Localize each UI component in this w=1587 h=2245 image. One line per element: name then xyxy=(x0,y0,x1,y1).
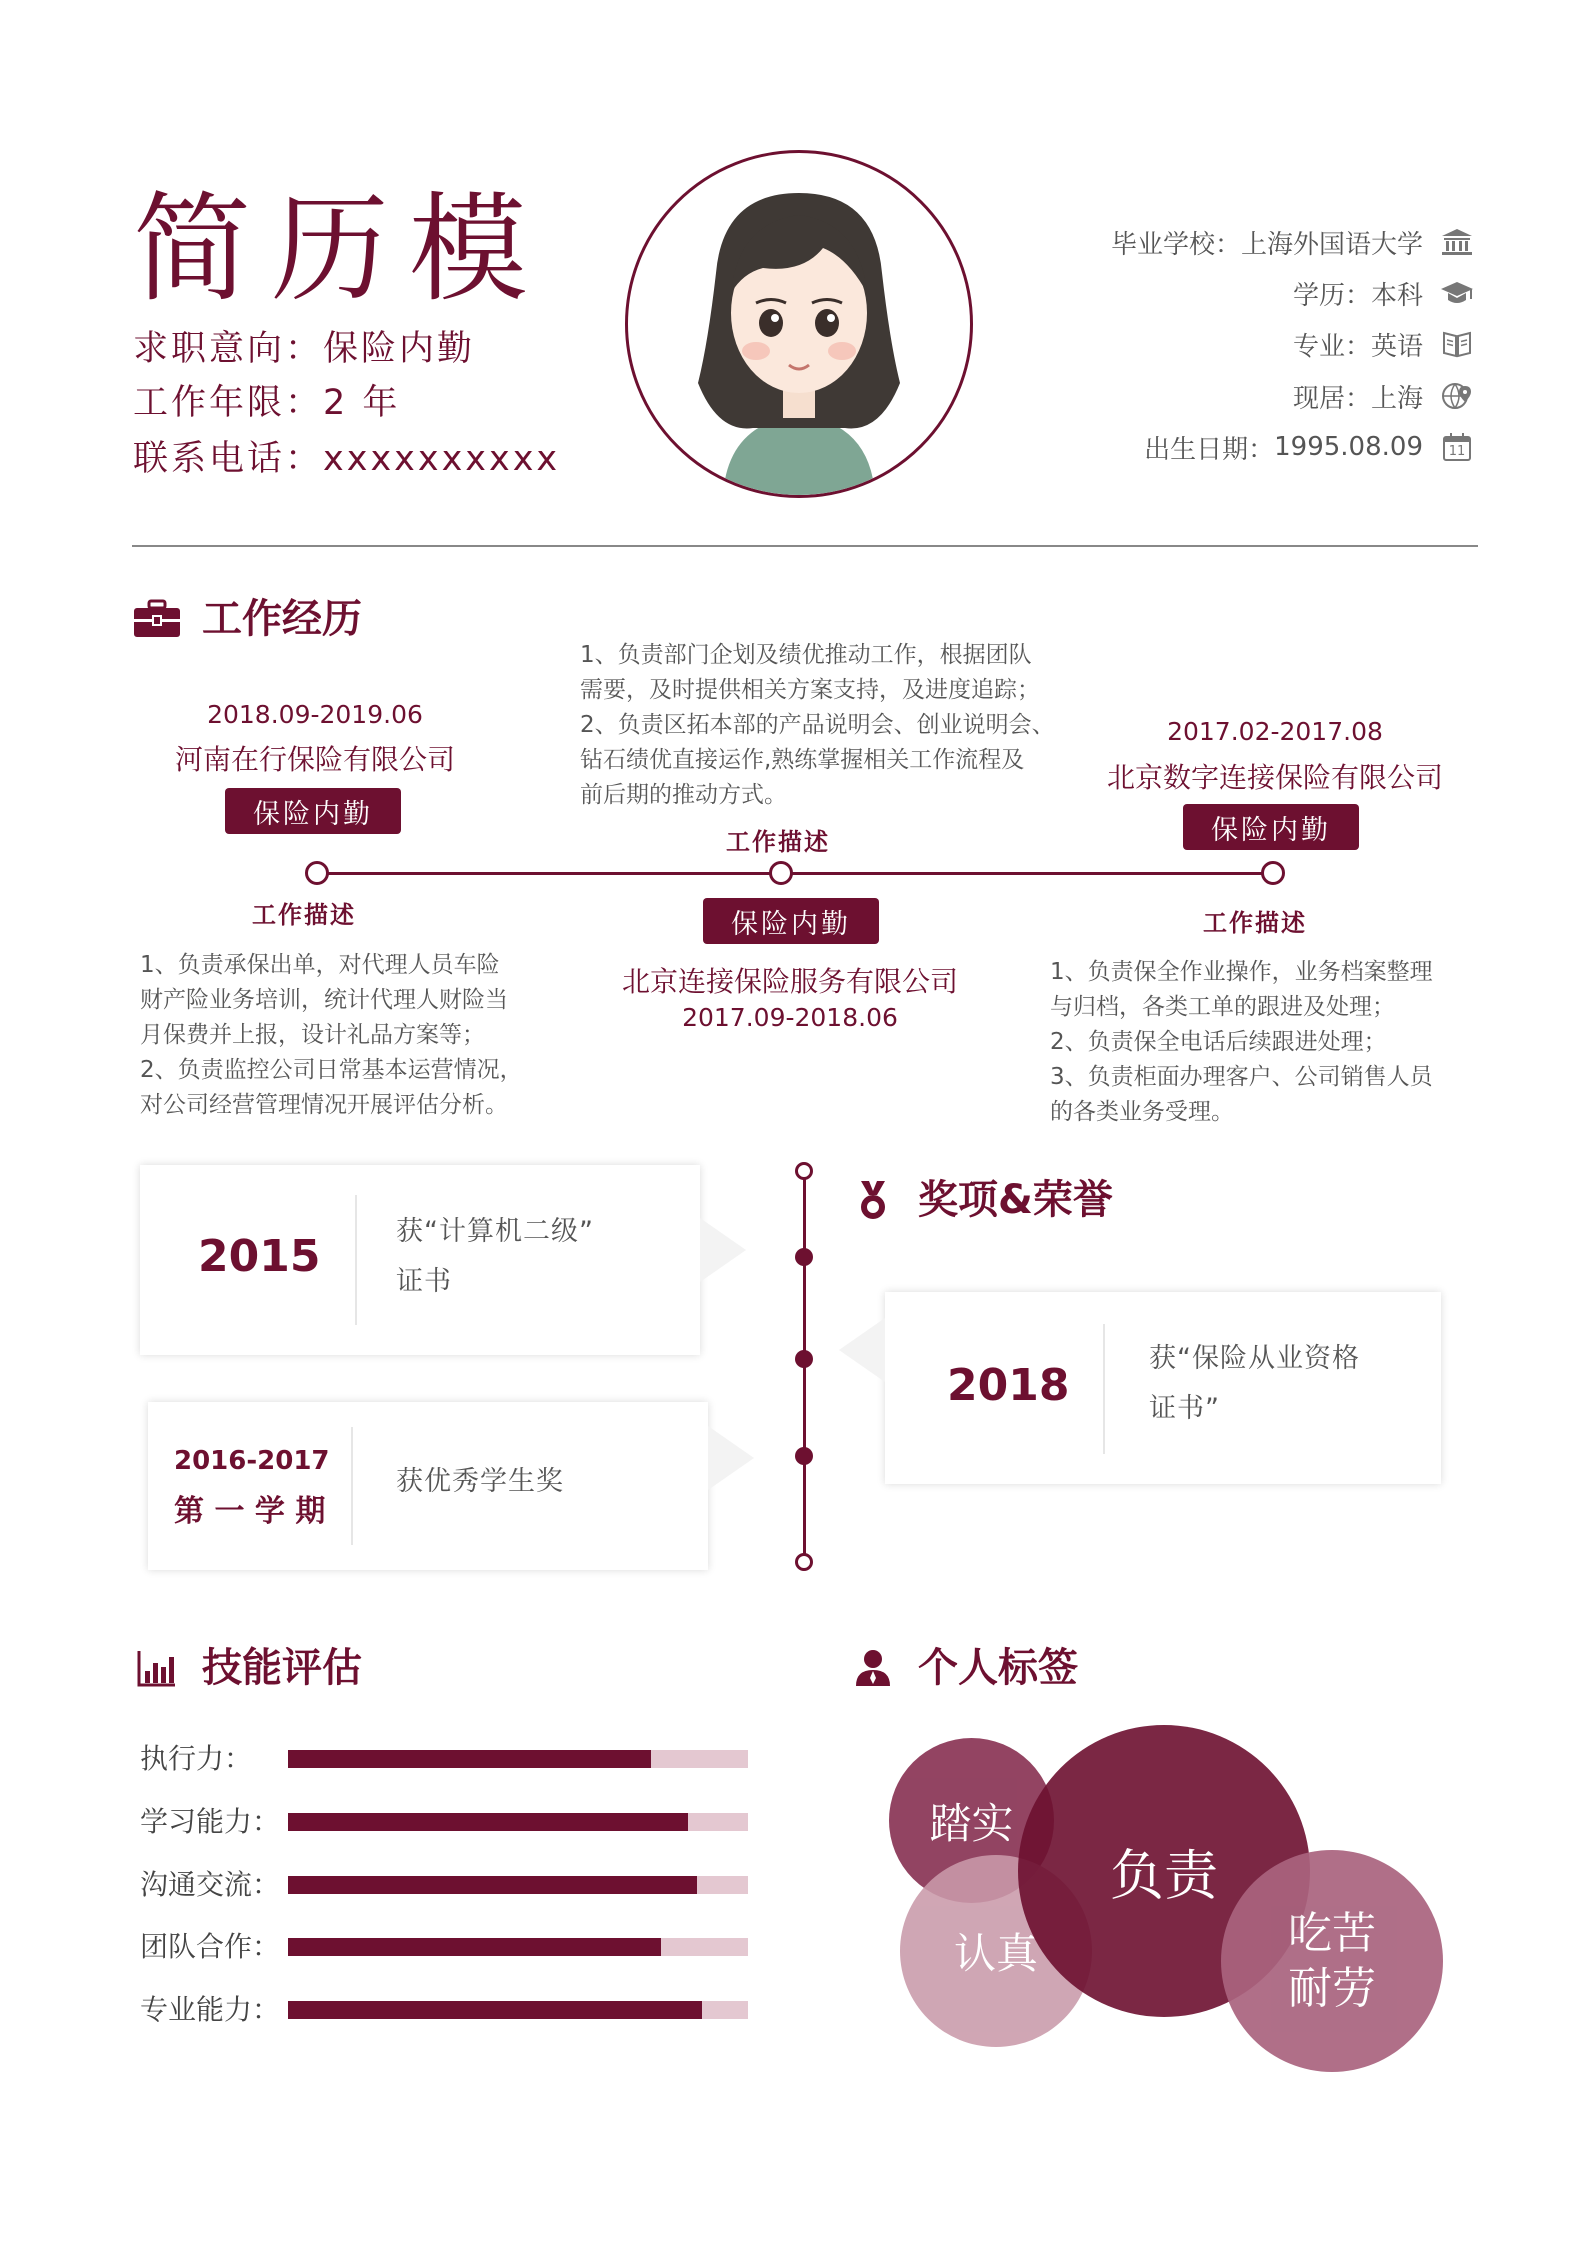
skill-bar-fill xyxy=(288,1750,651,1768)
skill-label: 执行力： xyxy=(140,1742,253,1775)
award-text xyxy=(396,1207,594,1307)
skill-label: 团队合作： xyxy=(140,1930,281,1963)
award-card-pointer xyxy=(839,1318,885,1382)
award-card-2018 xyxy=(885,1292,1441,1484)
awards-timeline-end xyxy=(795,1553,813,1571)
job-3-company: 北京数字连接保险有限公司 xyxy=(1106,761,1443,794)
job-2-desc-line: 前后期的推动方式。 xyxy=(580,782,787,808)
work-years-line xyxy=(133,383,401,423)
job-3-role-badge: 保险内勤 xyxy=(1183,804,1359,850)
award-card-2015 xyxy=(140,1165,700,1355)
skill-label: 专业能力： xyxy=(140,1993,281,2026)
info-major-label: 专业： xyxy=(1292,331,1371,362)
job-2-desc-label: 工作描述 xyxy=(726,828,830,856)
job-1-desc-line: 1、负责承保出单，对代理人员车险 xyxy=(140,952,500,978)
cartoon-girl-illustration xyxy=(628,153,970,495)
award-card-2016 xyxy=(148,1402,708,1570)
job-1-desc-line: 2、负责监控公司日常基本运营情况， xyxy=(140,1057,523,1083)
awards-timeline-start xyxy=(795,1162,813,1180)
skill-bar-fill xyxy=(288,1876,697,1894)
tag-text: 认真 xyxy=(953,1929,1038,1978)
job-3-desc-line: 3、负责柜面办理客户、公司销售人员 xyxy=(1050,1064,1433,1090)
skill-bar-track xyxy=(288,1876,748,1894)
award-text-line: 证书” xyxy=(1149,1393,1220,1424)
award-year: 2015 xyxy=(198,1231,321,1282)
job-1-company: 河南在行保险有限公司 xyxy=(174,743,455,776)
work-section-title xyxy=(132,596,362,642)
tag-text: 负责 xyxy=(1110,1843,1218,1907)
job-intent-label: 求职意向： xyxy=(133,329,324,369)
job-3-desc-line: 1、负责保全作业操作，业务档案整理 xyxy=(1050,959,1433,985)
timeline-node-3 xyxy=(1261,861,1285,885)
globe-pin-icon xyxy=(1437,376,1477,416)
school-building-icon xyxy=(1437,222,1477,262)
info-school-label: 毕业学校： xyxy=(1110,229,1241,260)
tag-bubble-4 xyxy=(1221,1850,1443,2072)
skills-title: 技能评估 xyxy=(202,1645,362,1691)
person-icon xyxy=(848,1645,898,1691)
phone-label: 联系电话： xyxy=(133,439,324,479)
award-term: 第 一 学 期 xyxy=(174,1494,326,1529)
info-school xyxy=(1111,222,1477,262)
skill-label: 学习能力： xyxy=(140,1805,281,1838)
award-divider xyxy=(355,1195,357,1325)
job-1-desc-line: 对公司经营管理情况开展评估分析。 xyxy=(140,1092,508,1118)
job-1-role-badge: 保险内勤 xyxy=(225,788,401,834)
job-2-desc-line: 需要，及时提供相关方案支持，及进度追踪； xyxy=(580,677,1040,703)
job-3-description xyxy=(1050,955,1433,1130)
info-major-value: 英语 xyxy=(1370,331,1423,362)
job-intent-value: 保险内勤 xyxy=(323,329,476,369)
header-divider xyxy=(132,545,1478,547)
tags-section-title xyxy=(848,1645,1078,1691)
medal-icon xyxy=(848,1177,898,1223)
timeline-node-1 xyxy=(305,861,329,885)
awards-title: 奖项&荣誉 xyxy=(918,1177,1113,1223)
skill-bar-track xyxy=(288,1750,748,1768)
job-2-role-badge: 保险内勤 xyxy=(703,898,879,944)
bar-chart-icon xyxy=(132,1645,182,1691)
info-major xyxy=(1293,324,1477,364)
job-2-desc-line: 2、负责区拓本部的产品说明会、创业说明会、 xyxy=(580,712,1055,738)
skill-bar-fill xyxy=(288,1938,661,1956)
phone-value: xxxxxxxxxx xyxy=(323,439,561,479)
award-divider xyxy=(351,1427,353,1545)
job-2-company: 北京连接保险服务有限公司 xyxy=(621,965,958,998)
skills-section-title xyxy=(132,1645,362,1691)
award-text-line: 获“计算机二级” xyxy=(396,1216,594,1247)
info-birthday-label: 出生日期： xyxy=(1144,434,1275,465)
award-card-pointer xyxy=(700,1218,746,1282)
graduation-cap-icon xyxy=(1437,273,1477,313)
award-year-range: 2016-2017 xyxy=(174,1446,330,1476)
phone-line xyxy=(133,439,561,479)
award-card-pointer xyxy=(708,1426,754,1490)
work-years-value: 2 年 xyxy=(323,383,401,423)
tag-text: 吃苦耐劳 xyxy=(1288,1908,1376,2014)
award-text xyxy=(1149,1334,1360,1434)
job-3-desc-label: 工作描述 xyxy=(1203,909,1307,937)
info-residence-label: 现居： xyxy=(1292,383,1371,414)
info-education-value: 本科 xyxy=(1370,280,1423,311)
job-2-description xyxy=(580,638,1055,813)
awards-section-title xyxy=(848,1177,1113,1223)
job-2-desc-line: 钻石绩优直接运作,熟练掌握相关工作流程及 xyxy=(580,747,1025,773)
awards-node-3 xyxy=(795,1447,813,1465)
calendar-icon xyxy=(1437,427,1477,467)
skill-label: 沟通交流： xyxy=(140,1868,281,1901)
job-2-desc-line: 1、负责部门企划及绩优推动工作，根据团队 xyxy=(580,642,1032,668)
award-divider xyxy=(1103,1324,1105,1454)
awards-node-2 xyxy=(795,1350,813,1368)
tag-text: 踏实 xyxy=(929,1798,1014,1848)
skill-bar-track xyxy=(288,2001,748,2019)
skill-bar-track xyxy=(288,1813,748,1831)
info-birthday-value: 1995.08.09 xyxy=(1274,432,1423,462)
timeline-node-2 xyxy=(769,861,793,885)
resume-name: 简历模 xyxy=(133,180,548,318)
awards-node-1 xyxy=(795,1248,813,1266)
job-3-date: 2017.02-2017.08 xyxy=(1167,717,1383,746)
calendar-day: 11 xyxy=(1448,444,1466,459)
briefcase-icon xyxy=(132,596,182,642)
skill-bar-fill xyxy=(288,1813,688,1831)
info-residence-value: 上海 xyxy=(1370,383,1423,414)
avatar xyxy=(625,150,973,498)
info-education-label: 学历： xyxy=(1292,280,1371,311)
job-3-desc-line: 2、负责保全电话后续跟进处理； xyxy=(1050,1029,1387,1055)
job-2-date: 2017.09-2018.06 xyxy=(682,1003,898,1032)
job-3-desc-line: 的各类业务受理。 xyxy=(1050,1099,1234,1125)
job-1-desc-line: 月保费并上报，设计礼品方案等； xyxy=(140,1022,485,1048)
job-1-date: 2018.09-2019.06 xyxy=(207,700,423,729)
work-title: 工作经历 xyxy=(202,596,362,642)
work-years-label: 工作年限： xyxy=(133,383,324,423)
skill-bar-track xyxy=(288,1938,748,1956)
info-school-value: 上海外国语大学 xyxy=(1240,229,1423,260)
award-text-line: 获“保险从业资格 xyxy=(1149,1343,1360,1374)
info-education xyxy=(1293,273,1477,313)
tags-title: 个人标签 xyxy=(918,1645,1078,1691)
award-text-line: 获优秀学生奖 xyxy=(396,1466,564,1497)
award-text xyxy=(396,1457,564,1507)
job-intent-line xyxy=(133,329,476,369)
job-3-desc-line: 与归档，各类工单的跟进及处理； xyxy=(1050,994,1395,1020)
award-year: 2018 xyxy=(947,1360,1070,1411)
timeline-line xyxy=(318,872,1273,875)
job-1-description xyxy=(140,948,523,1123)
skill-bar-fill xyxy=(288,2001,702,2019)
award-text-line: 证书 xyxy=(396,1266,452,1297)
info-birthday xyxy=(1144,427,1477,467)
info-residence xyxy=(1293,376,1477,416)
open-book-icon xyxy=(1437,324,1477,364)
job-1-desc-label: 工作描述 xyxy=(252,901,356,929)
job-1-desc-line: 财产险业务培训，统计代理人财险当 xyxy=(140,987,508,1013)
